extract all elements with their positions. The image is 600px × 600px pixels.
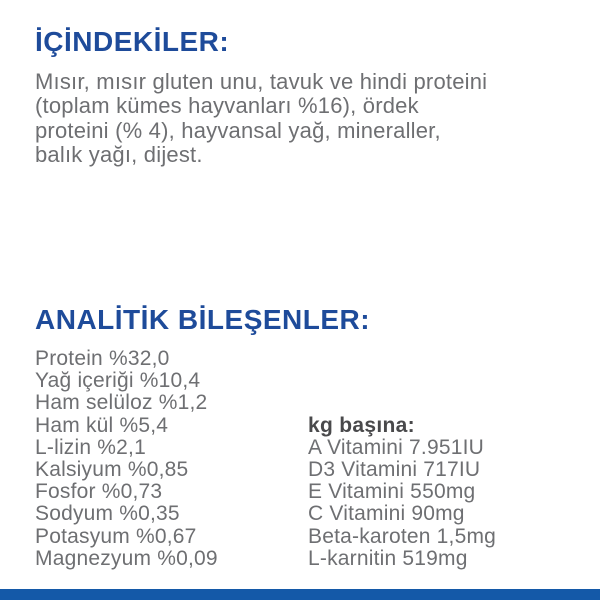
components-list [35, 348, 218, 570]
component-item: Fosfor %0,73 [35, 480, 163, 504]
component-item: Ham selüloz %1,2 [35, 391, 208, 415]
per-kg-label: kg başına: [308, 413, 415, 437]
per-kg-item: C Vitamini 90mg [308, 502, 465, 526]
ingredients-body-line: proteini (% 4), hayvansal yağ, mineraller, [35, 117, 441, 143]
component-item: Protein %32,0 [35, 347, 170, 370]
ingredients-body-line: balık yağı, dijest. [35, 141, 203, 167]
ingredients-body [35, 70, 487, 167]
per-kg-item: Beta-karoten 1,5mg [308, 524, 497, 548]
analytics-heading: ANALİTİK BİLEŞENLER: [35, 304, 371, 335]
component-item: Kalsiyum %0,85 [35, 458, 189, 482]
component-item: Sodyum %0,35 [35, 502, 180, 526]
component-item: L-lizin %2,1 [35, 435, 146, 459]
per-kg-item: D3 Vitamini 717IU [308, 457, 481, 481]
component-item: Ham kül %5,4 [35, 413, 169, 437]
per-kg-block [308, 415, 496, 570]
per-kg-item: L-karnitin 519mg [308, 546, 468, 570]
per-kg-item: A Vitamini 7.951IU [308, 435, 484, 459]
component-item: Magnezyum %0,09 [35, 546, 218, 570]
component-item: Yağ içeriği %10,4 [35, 369, 201, 393]
component-item: Potasyum %0,67 [35, 524, 197, 548]
bottom-bar-divider [0, 589, 600, 600]
per-kg-item: E Vitamini 550mg [308, 480, 476, 504]
ingredients-body-line: Mısır, mısır gluten unu, tavuk ve hindi proteini [35, 69, 488, 94]
ingredients-body-line: (toplam kümes hayvanları %16), ördek [35, 93, 419, 119]
per-kg-list [308, 437, 496, 570]
ingredients-heading: İÇİNDEKİLER: [35, 26, 230, 57]
